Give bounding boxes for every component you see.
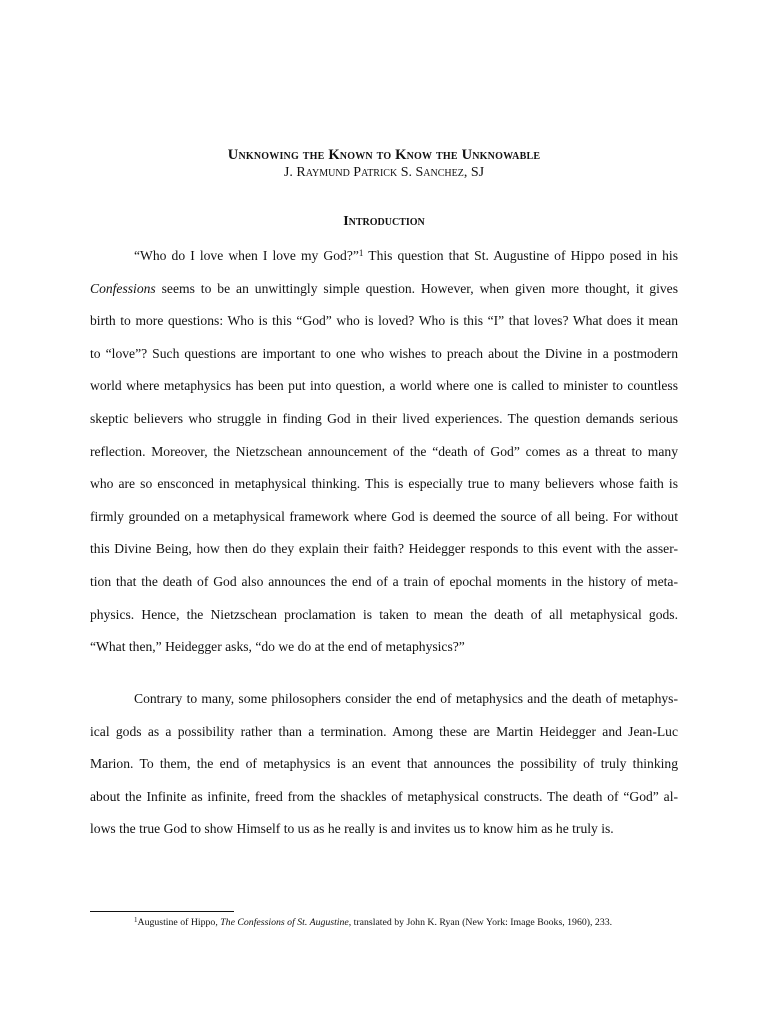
paragraph-line: to “love”? Such questions are important to one who wishes to preach about the Divine in a postmodern bbox=[90, 345, 678, 361]
paragraph-line: firmly grounded on a metaphysical framework where God is deemed the source of all being. For without bbox=[90, 508, 678, 524]
paragraph-line bbox=[90, 240, 678, 273]
footnote-citation: , translated by John K. Ryan (New York: Image Books, 1960), 233. bbox=[348, 917, 613, 928]
footnote-text: Augustine of Hippo, bbox=[137, 917, 221, 928]
paragraph-line: reflection. Moreover, the Nietzschean announcement of the “death of God” comes as a threat to many bbox=[90, 443, 678, 459]
title-block bbox=[0, 146, 768, 181]
paragraph-line: this Divine Being, how then do they explain their faith? Heidegger responds to this event with the asser- bbox=[90, 541, 678, 557]
document-author: J. Raymund Patrick S. Sanchez, SJ bbox=[283, 165, 485, 180]
paragraph-line bbox=[90, 273, 678, 306]
paragraph-line: Marion. To them, the end of metaphysics is an event that announces the possibility of truly thinking bbox=[90, 756, 678, 772]
paragraph-line: tion that the death of God also announces the end of a train of epochal moments in the history of meta- bbox=[90, 573, 678, 589]
section-heading: Introduction bbox=[343, 214, 425, 229]
quote-text: “Who do I love when I love my God?” bbox=[134, 248, 359, 263]
paragraph-line: “What then,” Heidegger asks, “do we do at the end of metaphysics?” bbox=[90, 639, 465, 655]
paragraph-text: seems to be an unwittingly simple question. However, when given more thought, it gives bbox=[155, 280, 678, 296]
paragraph-line: lows the true God to show Himself to us as he really is and invites us to know him as he truly is. bbox=[90, 821, 614, 837]
footnote-marker: 1 bbox=[134, 916, 138, 924]
paragraph-line: who are so ensconced in metaphysical thinking. This is especially true to many believers whose faith is bbox=[90, 476, 678, 492]
paragraph-line: physics. Hence, the Nietzschean proclamation is taken to mean the death of all metaphysical gods. bbox=[90, 606, 678, 622]
footnote-divider bbox=[90, 911, 234, 912]
paragraph-line: Contrary to many, some philosophers consider the end of metaphysics and the death of metaphys- bbox=[134, 691, 678, 706]
footnote-book-title: The Confessions of St. Augustine bbox=[220, 917, 349, 928]
paragraph-line: skeptic believers who struggle in finding God in their lived experiences. The question demands serious bbox=[90, 410, 678, 426]
paragraph-text: This question that St. Augustine of Hippo posed in his bbox=[363, 248, 678, 263]
document-title: Unknowing the Known to Know the Unknowable bbox=[227, 147, 541, 163]
paragraph-line: about the Infinite as infinite, freed from the shackles of metaphysical constructs. The death of “God” al- bbox=[90, 788, 678, 804]
paragraph-line: birth to more questions: Who is this “God” who is loved? Who is this “I” that loves? What does it mean bbox=[90, 313, 678, 329]
book-title: Confessions bbox=[90, 280, 156, 296]
paragraph-line: world where metaphysics has been put into question, a world where one is called to minister to countless bbox=[90, 378, 678, 394]
footnote bbox=[134, 916, 694, 930]
paragraph-introduction-1 bbox=[90, 240, 678, 664]
paragraph-line: ical gods as a possibility rather than a termination. Among these are Martin Heidegger and Jean-Luc bbox=[90, 723, 678, 739]
footnote-reference[interactable]: 1 bbox=[358, 248, 364, 258]
paragraph-introduction-2 bbox=[90, 683, 678, 846]
